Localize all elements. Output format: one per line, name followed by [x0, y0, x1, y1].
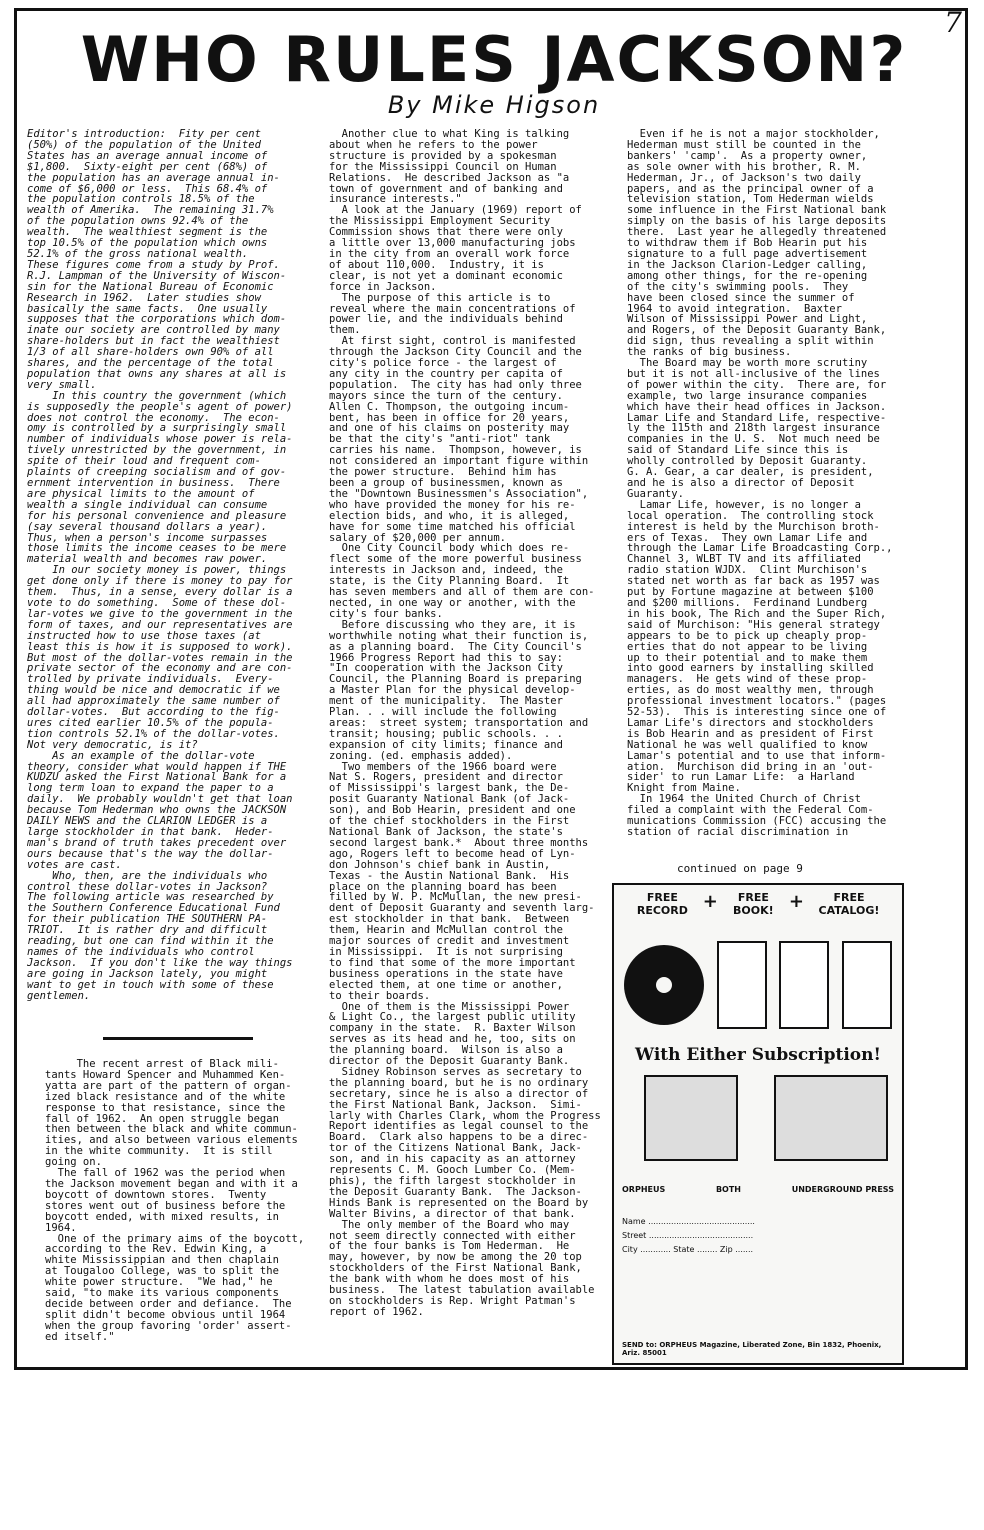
mailing-address: SEND to: ORPHEUS Magazine, Liberated Zone, Bin 1832, Phoenix, Ariz. 85001 [622, 1341, 882, 1357]
free-catalog-label: FREE CATALOG! [818, 891, 880, 917]
record-disk-icon [624, 945, 704, 1025]
book-cover [779, 941, 829, 1029]
page-number: 7 [944, 6, 962, 39]
orpheus-option[interactable]: ORPHEUS [622, 1185, 666, 1194]
both-option[interactable]: BOTH [715, 1185, 742, 1194]
ad-product-images [624, 935, 892, 1035]
plus-icon: + [788, 891, 804, 912]
street-field[interactable]: Street ......................................... [622, 1231, 754, 1240]
orpheus-magazine-cover [644, 1075, 738, 1161]
ad-header [622, 891, 894, 917]
catalog-cover [842, 941, 892, 1029]
order-form[interactable] [622, 1215, 894, 1257]
free-record-label: FREE RECORD [636, 891, 688, 917]
subscription-options[interactable] [622, 1185, 894, 1194]
editors-introduction: Editor's introduction: Fity per cent (50%) of the population of the United States has an average annual income of $1,800. Sixty-eight per cent (68%) of the population has an average annual in- come of $6,000 or less. This 68.4% of the population controls 18.5% of the wealth of Amerika. The remaining 31.7% of the population owns 92.4% of the wealth. The wealthiest segment is the top 10.5% of the population which owns 52.1% of the gross national wealth. These figures come from a study by Prof. R.J. Lampman of the University of Wiscon- sin for the National Bureau of Economic Research in 1962. Later studies show basically the same facts. One usually supposes that the corporations which dom- inate our society are controlled by many share-holders but in fact the wealthiest 1/3 of all share-holders own 90% of all shares, and the percentage of the total population that owns any shares at all is very small. In this country the government (which is supposedly the people's agent of power) does not control the economy. The econ- omy is controlled by a surprisingly small number of individuals whose power is rela- tively unrestricted by the government, in spite of their loud and frequent com- plaints of creeping socialism and of gov- ernment intervention in business. There are physical limits to the amount of wealth a single individual can consume for his personal convenience and pleasure (say several thousand dollars a year). Thus, when a person's income surpasses those limits the income ceases to be mere material wealth and becomes raw power. In our society money is power, things get done only if there is money to pay for them. Thus, in a sense, every dollar is a vote to do something. Some of these dol- lar-votes we give to the government in the form of taxes, and our representatives are instructed how to use those taxes (at least this is how it is supposed to work). But most of the dollar-votes remain in the private sector of the economy and are con- trolled by private individuals. Every- thing would be nice and democratic if we all had approximately the same number of dollar-votes. But according to the fig- ures cited earlier 10.5% of the popula- tion controls 52.1% of the dollar-votes. Not very democratic, is it? As an example of the dollar-vote theory, consider what would happen if THE KUDZU asked the First National Bank for a long term loan to expand the paper to a daily. We probably wouldn't get that loan because Tom Hederman who owns the JACKSON DAILY NEWS and the CLARION LEDGER is a large stockholder in that bank. Heder- man's brand of truth takes precedent over ours because that's the way the dollar- votes are cast. Who, then, are the individuals who control these dollar-votes in Jackson? The following article was researched by the Southern Conference Educational Fund for their publication THE SOUTHERN PA- TRIOT. It is rather dry and difficult reading, but one can find within it the names of the individuals who control Jackson. If you don't like the way things are going in Jackson lately, you might want to get in touch with some of these gentlemen. [27, 129, 293, 1002]
book-cover [717, 941, 767, 1029]
free-book-label: FREE BOOK! [733, 891, 774, 917]
plus-icon: + [702, 891, 718, 912]
continued-note: continued on page 9 [677, 862, 803, 875]
article-frame [14, 8, 968, 1370]
subscription-advertisement[interactable] [612, 883, 904, 1365]
city-field[interactable]: City ............ State ........ Zip ....... [622, 1245, 754, 1254]
name-field[interactable]: Name .......................................... [622, 1217, 755, 1226]
article-column-2: Another clue to what King is talking about when he refers to the power structure is provided by a spokesman for the Mississippi Council on Human Relations. He described Jackson as "a town of government and of banking and insurance interests." A look at the January (1969) report of the Mississippi Employment Security Commission shows that there were only a little over 13,000 manufacturing jobs in the city from an overall work force of about 110,000. Industry, it is clear, is not yet a dominant economic force in Jackson. The purpose of this article is to reveal where the main concentrations of power lie, and the individuals behind them. At first sight, control is manifested through the Jackson City Council and the city's police force - the largest of any city in the country per capita of population. The city has had only three mayors since the turn of the century. Allen C. Thompson, the outgoing incum- bent, has been in office for 20 years, and one of his claims on posterity may be that the city's "anti-riot" tank carries his name. Thompson, however, is not considered an important figure within the power structure. Behind him has been a group of businessmen, known as the "Downtown Businessmen's Association", who have provided the money for his re- election bids, and who, it is alleged, have for some time matched his official salary of $20,000 per annum. One City Council body which does re- flect some of the more powerful business interests in Jackson and, indeed, the state, is the City Planning Board. It has seven members and all of them are con- nected, in one way or another, with the city's four banks. Before discussing who they are, it is worthwhile noting what their function is, as a planning board. The City Council's 1966 Progress Report had this to say: "In cooperation with the Jackson City Council, the Planning Board is preparing a Master Plan for the physical develop- ment of the municipality. The Master Plan. . . will include the following areas: street system; transportation and transit; housing; public schools. . . expansion of city limits; finance and zoning. (ed. emphasis added). Two members of the 1966 board were Nat S. Rogers, president and director of Mississippi's largest bank, the De- posit Guaranty National Bank (of Jack- son), and Bob Hearin, president and one of the chief stockholders in the First National Bank of Jackson, the state's second largest bank.* About three months ago, Rogers left to become head of Lyn- don Johnson's chief bank in Austin, Texas - the Austin National Bank. His place on the planning board has been filled by W. P. McMullan, the new presi- dent of Deposit Guaranty and seventh larg- est stockholder in that bank. Between them, Hearin and McMullan control the major sources of credit and investment in Mississippi. It is not surprising to find that some of the more important business operations in the state have elected them, at one time or another, to their boards. One of them is the Mississippi Power & Light Co., the largest public utility company in the state. R. Baxter Wilson serves as its head and he, too, sits on the planning board. Wilson is also a director of the Deposit Guaranty Bank. Sidney Robinson serves as secretary to the planning board, but he is no ordinary secretary, since he is also a director of the First National Bank, Jackson. Simi- larly with Charles Clark, whom the Progress Report identifies as legal counsel to the Board. Clark also happens to be a direc- tor of the Citizens National Bank, Jack- son, and in his capacity as an attorney represents C. M. Gooch Lumber Co. (Mem- phis), the fifth largest stockholder in the Deposit Guaranty Bank. The Jackson- Hinds Bank is represented on the Board by Walter Bivins, a director of that bank. The only member of the Board who may not seem directly connected with either of the four banks is Tom Hederman. He may, however, by now be among the 20 top stockholders of the First National Bank, the bank with whom he does most of his business. The latest tabulation available on stockholders is Rep. Wright Patman's report of 1962. [329, 129, 601, 1318]
section-divider [103, 1037, 253, 1040]
byline: By Mike Higson [387, 91, 601, 119]
underground-press-cover [774, 1075, 888, 1161]
article-column-1: The recent arrest of Black mili- tants Howard Spencer and Muhammed Ken- yatta are part of the pattern of organ- ized black resistance and of the white response to that resistance, since the fall of 1962. An open struggle began then between the black and white commun- ities, and also between various elements in the white community. It is still going on. The fall of 1962 was the period when the Jackson movement began and with it a boycott of downtown stores. Twenty stores went out of business before the boycott ended, with mixed results, in 1964. One of the primary aims of the boycott, according to the Rev. Edwin King, a white Mississippian and then chaplain at Tougaloo College, was to split the white power structure. "We had," he said, "to make its various components decide between order and defiance. The split didn't become obvious until 1964 when the group favoring 'order' assert- ed itself." [45, 1059, 305, 1343]
article-column-3: Even if he is not a major stockholder, Hederman must still be counted in the bankers' 'camp'. As a property owner, as sole owner with his brother, R. M. Hederman, Jr., of Jackson's two daily papers, and as the principal owner of a television station, Tom Hederman wields some influence in the First National bank simply on the basis of his large deposits there. Last year he allegedly threatened to withdraw them if Bob Hearin put his signature to a full page advertisement in the Jackson Clarion-Ledger calling, among other things, for the re-opening of the city's swimming pools. They have been closed since the summer of 1964 to avoid integration. Baxter Wilson of Mississippi Power and Light, and Rogers, of the Deposit Guaranty Bank, did sign, thus revealing a split within the ranks of big business. The Board may be worth more scrutiny but it is not all-inclusive of the lines of power within the city. There are, for example, two large insurance companies which have their head offices in Jackson. Lamar Life and Standard Life, respective- ly the 115th and 218th largest insurance companies in the U. S. Not much need be said of Standard Life since this is wholly controlled by Deposit Guaranty. G. A. Gear, a car dealer, is president, and he is also a director of Deposit Guaranty. Lamar Life, however, is no longer a local operation. The controlling stock interest is held by the Murchison broth- ers of Texas. They own Lamar Life and through the Lamar Life Broadcasting Corp., Channel 3, WLBT TV and its affiliated radio station WJDX. Clint Murchison's stated net worth as far back as 1957 was put by Fortune magazine at between $100 and $200 millions. Ferdinand Lundberg in his book, The Rich and the Super Rich, said of Murchison: "His general strategy appears to be to pick up cheaply prop- erties that do not appear to be living up to their potential and to make them into good earners by installing skilled managers. He gets wind of these prop- erties, as do most wealthy men, through professional investment locators." (pages 52-53). This is interesting since one of Lamar Life's directors and stockholders is Bob Hearin and as president of First National he was well qualified to know Lamar's potential and to use that inform- ation. Murchison did bring in an 'out- sider' to run Lamar Life: a Harland Knight from Maine. In 1964 the United Church of Christ filed a complaint with the Federal Com- munications Commission (FCC) accusing the station of racial discrimination in [627, 129, 893, 838]
ad-headline: With Either Subscription! [635, 1045, 881, 1065]
underground-option[interactable]: UNDERGROUND PRESS [791, 1185, 894, 1194]
headline: WHO RULES JACKSON? [80, 23, 908, 96]
